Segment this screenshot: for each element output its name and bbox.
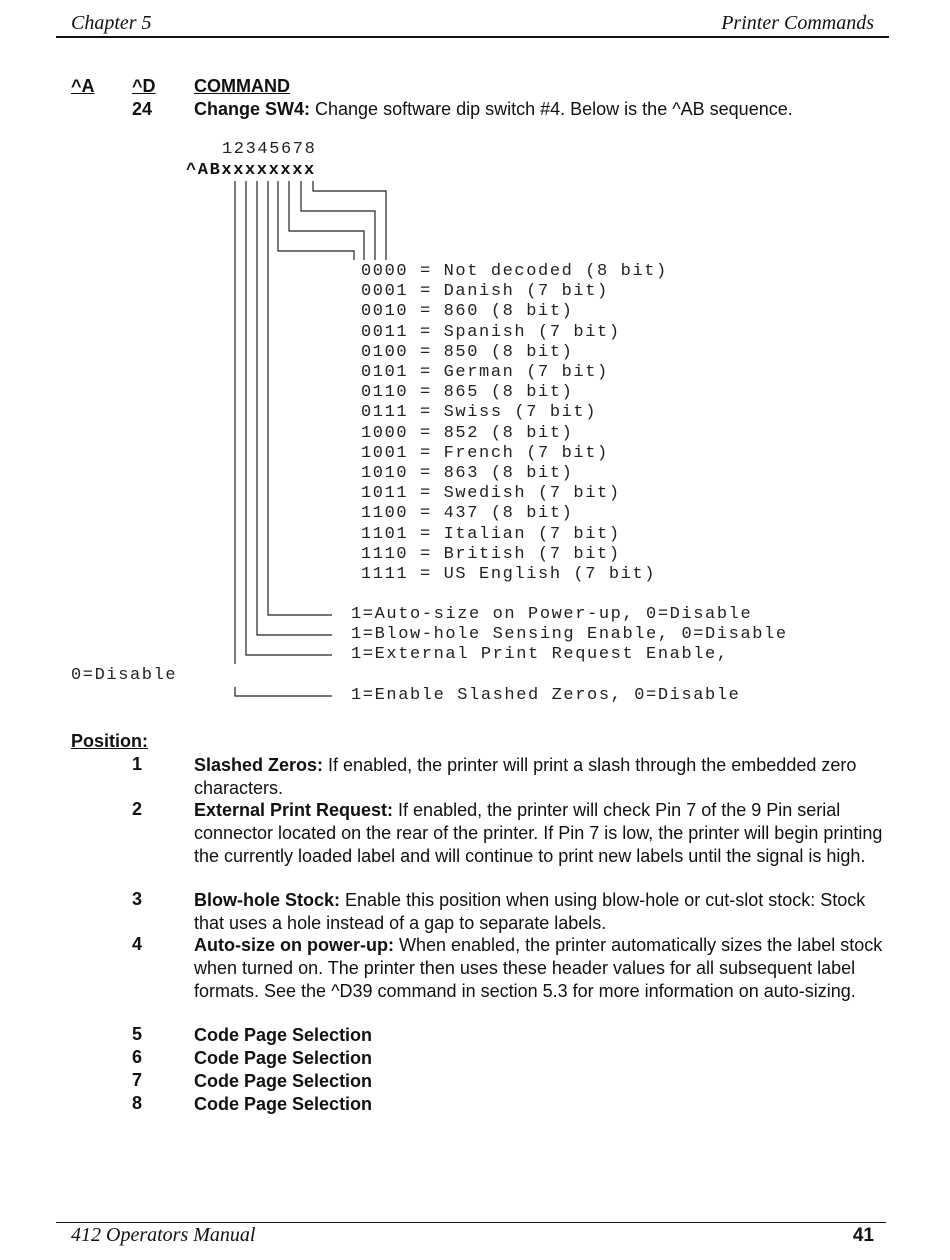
diagram-sequence: ^ABxxxxxxxx (186, 161, 316, 180)
code-page-entry: 1101 = Italian (7 bit) (361, 524, 621, 544)
position-number: 4 (132, 934, 143, 954)
code-page-entry: 0010 = 860 (8 bit) (361, 302, 574, 322)
running-header-section: Printer Commands (721, 12, 874, 34)
bit-option-blow-hole: 1=Blow-hole Sensing Enable, 0=Disable (351, 625, 788, 645)
position-number: 1 (132, 754, 143, 774)
code-page-entry: 0001 = Danish (7 bit) (361, 282, 609, 302)
command-number: 24 (132, 99, 153, 119)
code-page-entry: 1011 = Swedish (7 bit) (361, 484, 621, 504)
position-number: 8 (132, 1093, 143, 1113)
position-number: 7 (132, 1070, 143, 1090)
footer-manual-title: 412 Operators Manual (71, 1224, 256, 1246)
code-page-entry: 1000 = 852 (8 bit) (361, 423, 574, 443)
bit-option-list (351, 605, 788, 666)
position-term: Code Page Selection (194, 1071, 373, 1091)
position-number: 6 (132, 1047, 143, 1067)
code-page-entry: 0111 = Swiss (7 bit) (361, 403, 598, 423)
code-page-entry: 1110 = British (7 bit) (361, 544, 621, 564)
command-text: Change software dip switch #4. Below is the ^AB sequence. (310, 99, 793, 119)
code-page-entry: 0100 = 850 (8 bit) (361, 342, 574, 362)
position-heading: Position: (71, 731, 148, 751)
bit-option-auto-size: 1=Auto-size on Power-up, 0=Disable (351, 605, 753, 624)
column-heading-d: ^D (132, 76, 156, 96)
position-number: 2 (132, 799, 143, 819)
position-term: External Print Request: (194, 800, 394, 820)
position-number: 5 (132, 1024, 143, 1044)
running-header-chapter: Chapter 5 (71, 12, 152, 34)
position-term: Blow-hole Stock: (194, 890, 341, 910)
code-page-entry: 1010 = 863 (8 bit) (361, 464, 574, 484)
code-page-entry: 0110 = 865 (8 bit) (361, 383, 574, 403)
position-term: Code Page Selection (194, 1025, 373, 1045)
position-text: If enabled, the printer will print a slash through the embedded zero characters. (194, 755, 857, 798)
position-description (194, 1070, 884, 1093)
page-number: 41 (852, 1225, 874, 1246)
column-heading-a: ^A (71, 76, 95, 96)
code-page-list (361, 262, 668, 585)
position-text: When enabled, the printer automatically sizes the label stock when turned on. The printer then uses these header values for all subsequent label formats. See the ^D39 command in section 5.3 for more information on auto-sizing. (194, 935, 883, 1001)
bit-option-slashed-zeros: 1=Enable Slashed Zeros, 0=Disable (351, 686, 741, 705)
command-name: Change SW4: (194, 99, 311, 119)
bit-option-wrap-text: 0=Disable (71, 666, 178, 685)
position-text: Enable this position when using blow-hole or cut-slot stock: Stock that uses a hole instead of a gap to separate labels. (194, 890, 866, 933)
diagram-column-numbers: 12345678 (222, 140, 317, 159)
position-description (194, 1024, 884, 1047)
position-description (194, 1047, 884, 1070)
code-page-entry: 1100 = 437 (8 bit) (361, 504, 574, 524)
bit-option-external-print: 1=External Print Request Enable, (351, 645, 729, 665)
code-page-entry: 1001 = French (7 bit) (361, 443, 609, 463)
position-description (194, 754, 884, 800)
position-description (194, 799, 884, 868)
position-description (194, 889, 884, 935)
position-description (194, 934, 884, 1003)
code-page-entry: 1111 = US English (7 bit) (361, 565, 657, 585)
position-term: Slashed Zeros: (194, 755, 324, 775)
position-number: 3 (132, 889, 143, 909)
code-page-entry: 0011 = Spanish (7 bit) (361, 322, 621, 342)
position-term: Auto-size on power-up: (194, 935, 394, 955)
position-description (194, 1093, 884, 1116)
code-page-entry: 0000 = Not decoded (8 bit) (361, 262, 668, 281)
position-term: Code Page Selection (194, 1094, 373, 1114)
footer-rule (56, 1222, 886, 1223)
position-term: Code Page Selection (194, 1048, 373, 1068)
code-page-entry: 0101 = German (7 bit) (361, 363, 609, 383)
column-heading-command: COMMAND (194, 76, 290, 96)
position-text: If enabled, the printer will check Pin 7 of the 9 Pin serial connector located on the rear of the printer. If Pin 7 is low, the printer will begin printing the currently loaded label and will continue to print new labels until the signal is high. (194, 800, 883, 866)
